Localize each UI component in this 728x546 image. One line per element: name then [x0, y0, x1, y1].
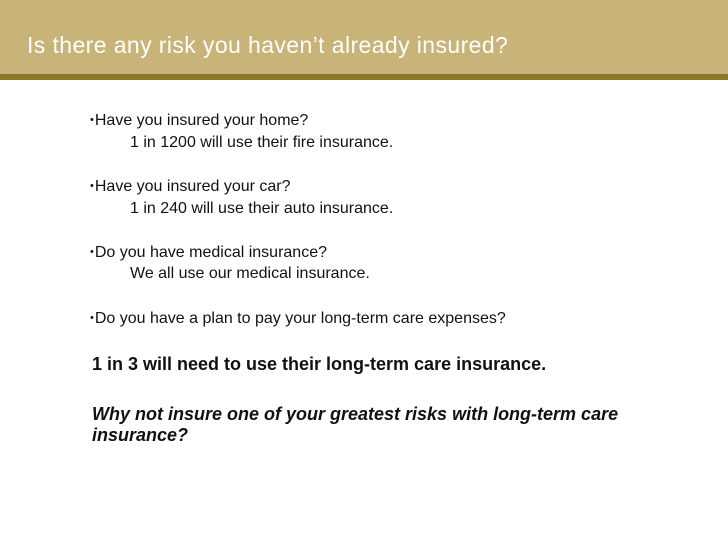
bullet-marker: • — [90, 114, 94, 126]
answer-car: 1 in 240 will use their auto insurance. — [130, 200, 394, 217]
question-home: Have you insured your home? — [94, 112, 309, 129]
bullet-marker: • — [90, 246, 94, 258]
bullet-medical — [90, 244, 327, 262]
title-divider — [0, 74, 728, 80]
bullet-marker: • — [90, 312, 94, 324]
statement-text: 1 in 3 will need to use their long-term care insurance. — [92, 354, 547, 374]
closing-text: Why not insure one of your greatest risks with long-term care insurance? — [92, 404, 619, 445]
bullet-home — [90, 112, 308, 130]
bullet-car — [90, 178, 291, 196]
question-car: Have you insured your car? — [94, 178, 291, 195]
question-long-term-care: Do you have a plan to pay your long-term care expenses? — [94, 310, 506, 327]
question-medical: Do you have medical insurance? — [94, 244, 327, 261]
answer-medical: We all use our medical insurance. — [130, 265, 370, 282]
answer-home: 1 in 1200 will use their fire insurance. — [130, 134, 394, 151]
bullet-long-term-care — [90, 310, 506, 328]
title-bar — [0, 0, 728, 74]
bullet-marker: • — [90, 180, 94, 192]
slide-title: Is there any risk you haven’t already insured? — [27, 32, 509, 58]
